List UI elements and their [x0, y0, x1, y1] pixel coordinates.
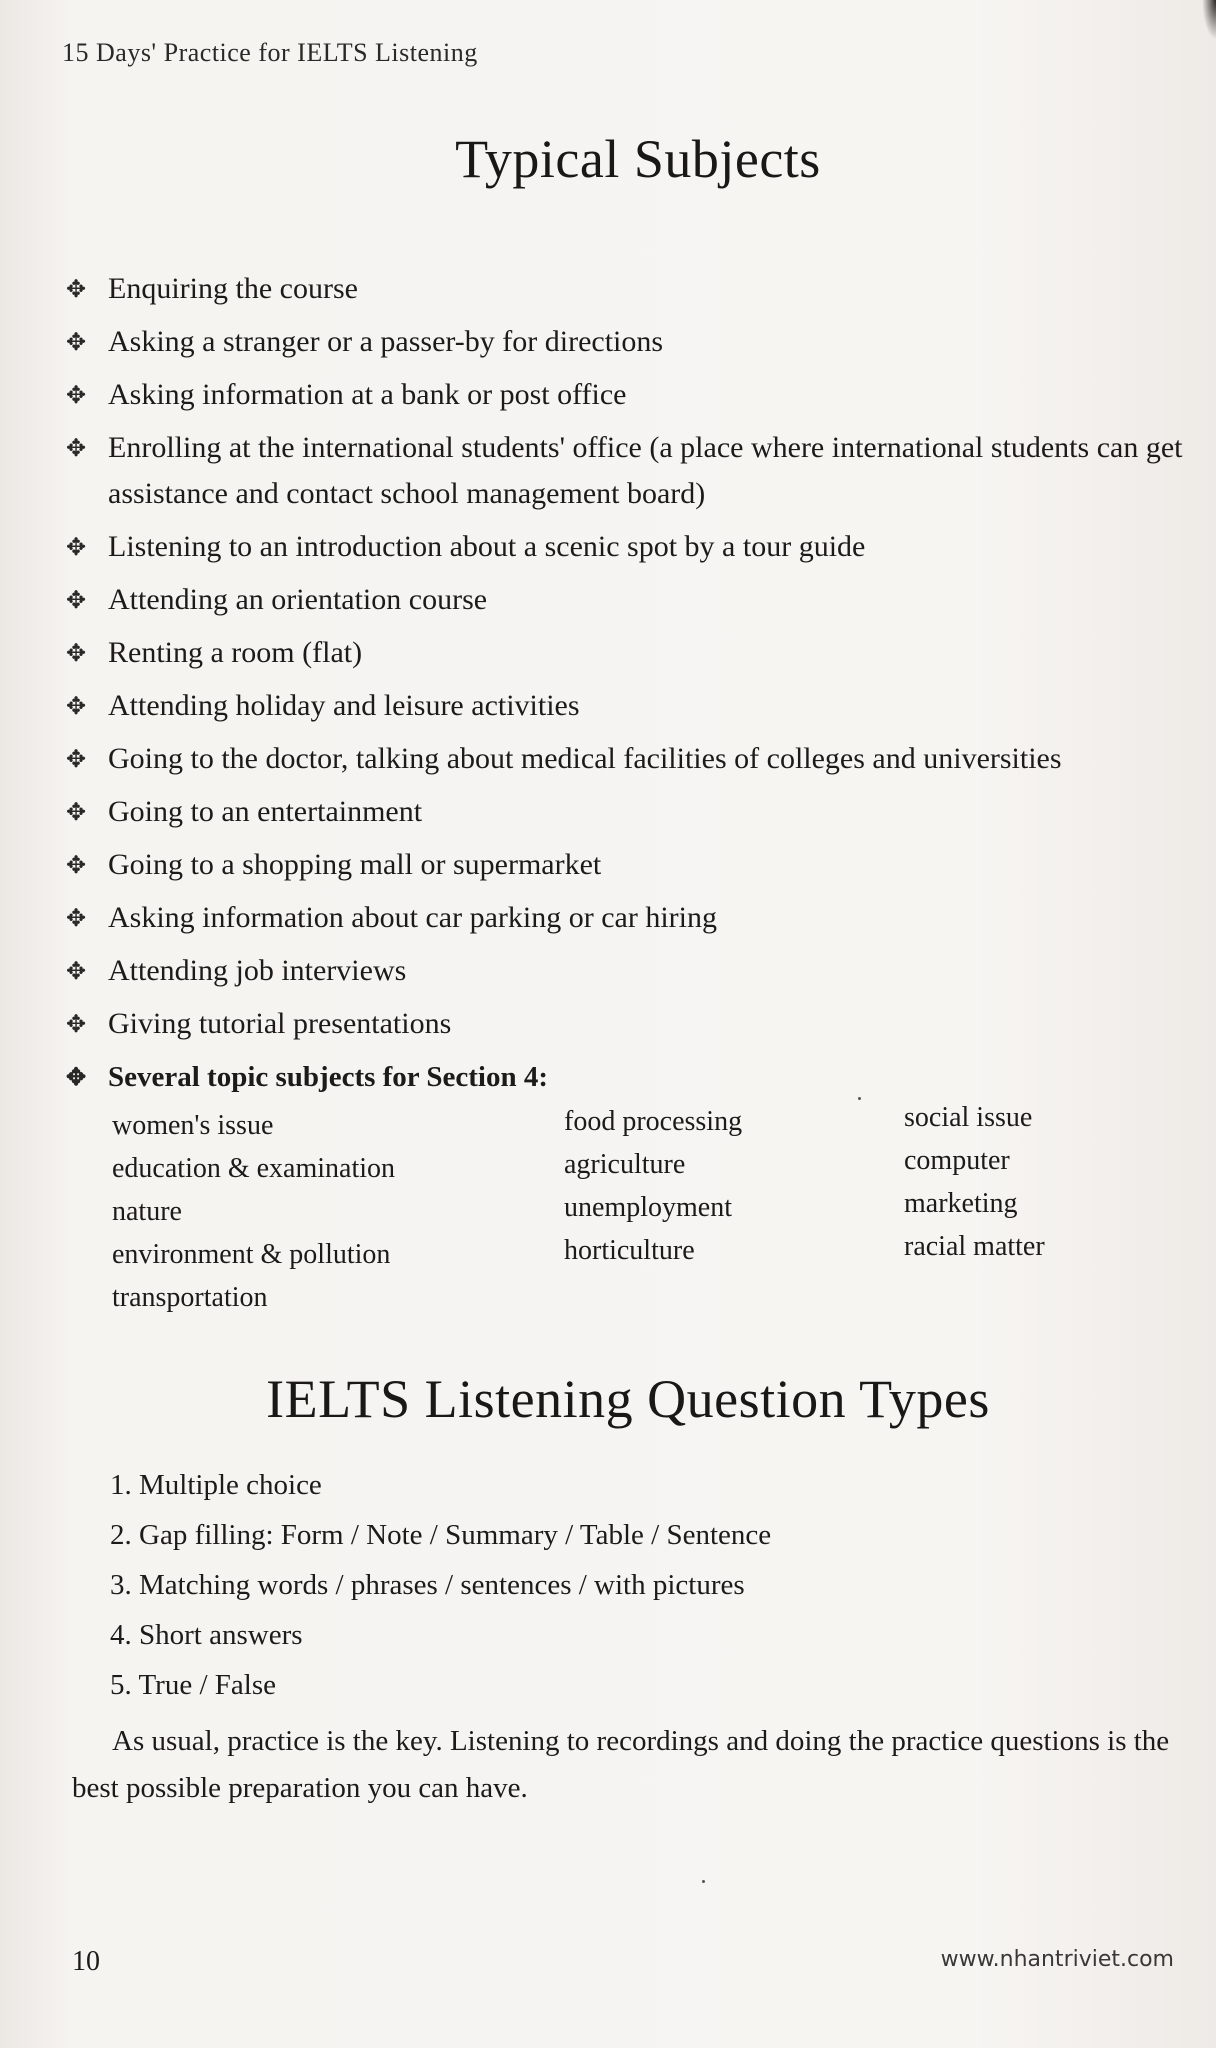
page-edge-shadow	[1202, 0, 1216, 40]
diamond-bullet-icon: ✥	[66, 277, 87, 303]
list-item: ✥ Going to the doctor, talking about medical facilities of colleges and universities	[66, 736, 1196, 782]
topic-item: marketing	[904, 1188, 1018, 1219]
diamond-bullet-icon: ✥	[66, 906, 87, 932]
diamond-bullet-icon: ✥	[66, 800, 87, 826]
topic-item: environment & pollution	[112, 1239, 391, 1270]
topic-item: horticulture	[564, 1235, 695, 1266]
list-item: ✥ Going to an entertainment	[66, 789, 1196, 835]
list-item: 1. Multiple choice	[110, 1469, 322, 1501]
footer-url: www.nhantriviet.com	[940, 1947, 1174, 1972]
topic-item: food processing	[564, 1106, 743, 1137]
topic-item: racial matter	[904, 1231, 1045, 1262]
diamond-bullet-icon: ✥	[66, 436, 87, 462]
list-item: ✥ Attending job interviews	[66, 948, 1196, 994]
topic-item: transportation	[112, 1282, 268, 1313]
list-item: ✥ Enrolling at the international students' office (a place where international students can get assistance and contact school management board)	[66, 425, 1196, 517]
list-item: ✥ Asking a stranger or a passer-by for directions	[66, 319, 1196, 365]
print-speck	[858, 1097, 861, 1100]
diamond-bullet-icon: ✥	[66, 853, 87, 879]
list-item: ✥ Asking information at a bank or post office	[66, 372, 1196, 418]
topic-item: agriculture	[564, 1149, 686, 1180]
list-item: ✥ Listening to an introduction about a scenic spot by a tour guide	[66, 524, 1196, 570]
diamond-bullet-icon: ✥	[66, 1065, 87, 1091]
topics-column-2	[564, 1100, 904, 1319]
page-number: 10	[72, 1946, 100, 1977]
section4-topics-grid	[112, 1100, 1184, 1319]
list-item: ✥ Going to a shopping mall or supermarket	[66, 842, 1196, 888]
diamond-bullet-icon: ✥	[66, 383, 87, 409]
diamond-bullet-icon: ✥	[66, 959, 87, 985]
diamond-bullet-icon: ✥	[66, 641, 87, 667]
topic-item: education & examination	[112, 1153, 396, 1184]
list-item: ✥ Giving tutorial presentations	[66, 1001, 1196, 1047]
list-item: 3. Matching words / phrases / sentences / with pictures	[110, 1569, 745, 1601]
question-types-title: IELTS Listening Question Types	[266, 1369, 990, 1429]
typical-subjects-list	[66, 266, 1196, 1107]
list-item: 4. Short answers	[110, 1619, 303, 1651]
diamond-bullet-icon: ✥	[66, 330, 87, 356]
topic-item: computer	[904, 1145, 1010, 1176]
list-item: ✥ Asking information about car parking or car hiring	[66, 895, 1196, 941]
list-item: 2. Gap filling: Form / Note / Summary / Table / Sentence	[110, 1519, 772, 1551]
diamond-bullet-icon: ✥	[66, 694, 87, 720]
typical-subjects-title: Typical Subjects	[455, 129, 821, 189]
list-item: ✥ Enquiring the course	[66, 266, 1196, 312]
topic-item: nature	[112, 1196, 182, 1227]
diamond-bullet-icon: ✥	[66, 588, 87, 614]
topic-item: women's issue	[112, 1110, 274, 1141]
diamond-bullet-icon: ✥	[66, 535, 87, 561]
diamond-bullet-icon: ✥	[66, 1012, 87, 1038]
diamond-bullet-icon: ✥	[66, 747, 87, 773]
list-item: ✥ Attending an orientation course	[66, 577, 1196, 623]
topic-item: social issue	[904, 1102, 1033, 1133]
list-item: ✥ Attending holiday and leisure activities	[66, 683, 1196, 729]
running-header: 15 Days' Practice for IELTS Listening	[62, 38, 478, 67]
topics-column-3	[904, 1096, 1184, 1319]
topic-item: unemployment	[564, 1192, 732, 1223]
print-speck	[702, 1880, 705, 1883]
list-item: 5. True / False	[110, 1669, 276, 1701]
list-item: ✥ Renting a room (flat)	[66, 630, 1196, 676]
topics-column-1	[112, 1100, 564, 1319]
question-types-list	[110, 1460, 771, 1710]
conclusion-paragraph: As usual, practice is the key. Listening to recordings and doing the practice questions is the best possible preparation you can have.	[72, 1725, 1170, 1804]
list-item-section4-heading: ✥ Several topic subjects for Section 4:	[66, 1054, 1196, 1100]
